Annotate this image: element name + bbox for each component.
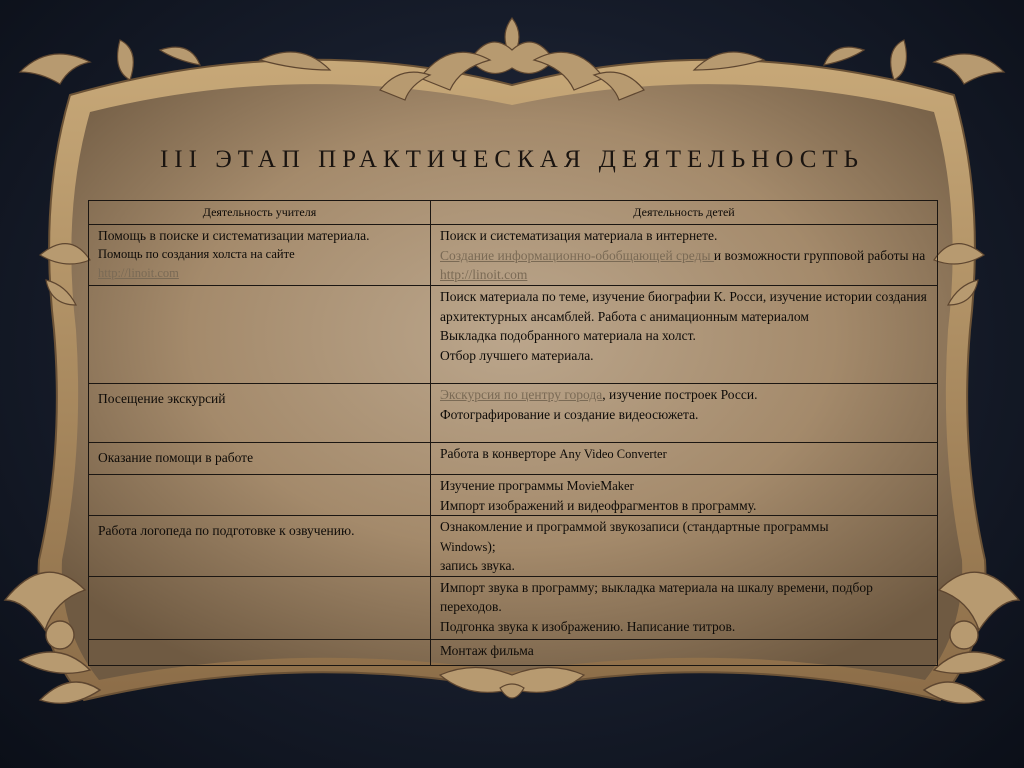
table-row bbox=[89, 639, 938, 665]
software-name: aker bbox=[612, 479, 634, 493]
children-text: Фотографирование и создание видеосюжета. bbox=[440, 406, 699, 422]
linoit-link[interactable]: http://linoit.com bbox=[440, 267, 528, 282]
children-cell bbox=[431, 286, 938, 384]
children-cell bbox=[431, 384, 938, 443]
table-row bbox=[89, 516, 938, 577]
teacher-cell bbox=[89, 286, 431, 384]
software-name: Any Video Converter bbox=[559, 447, 667, 461]
excursion-link[interactable]: Экскурсия по центру города bbox=[440, 387, 603, 402]
children-cell bbox=[431, 516, 938, 577]
children-cell bbox=[431, 576, 938, 639]
table-row bbox=[89, 576, 938, 639]
teacher-cell bbox=[89, 443, 431, 475]
table-row bbox=[89, 475, 938, 516]
teacher-cell bbox=[89, 475, 431, 516]
linoit-link[interactable]: http://linoit.com bbox=[98, 265, 179, 280]
table-header-row bbox=[89, 201, 938, 225]
header-children-activity: Деятельность детей bbox=[431, 201, 938, 225]
children-text: Импорт звука в программу; выкладка материала на шкалу времени, подбор переходов. bbox=[440, 579, 873, 614]
teacher-text: Помощь в поиске и систематизации материала. bbox=[98, 228, 370, 243]
teacher-cell bbox=[89, 225, 431, 286]
children-cell bbox=[431, 225, 938, 286]
software-name: Windows bbox=[440, 539, 488, 554]
children-text: Импорт изображений и видеофрагментов в программу. bbox=[440, 497, 757, 513]
table-row bbox=[89, 384, 938, 443]
header-teacher-activity: Деятельность учителя bbox=[89, 201, 431, 225]
teacher-text: Посещение экскурсий bbox=[98, 391, 226, 406]
children-text: Работа в конверторе bbox=[440, 446, 560, 461]
children-text: , изучение построек Росси. bbox=[602, 387, 758, 402]
teacher-cell bbox=[89, 576, 431, 639]
children-text: Поиск и систематизация материала в интернете. bbox=[440, 228, 718, 243]
children-cell bbox=[431, 443, 938, 475]
children-text: Ознакомление и программой звукозаписи (стандартные программы bbox=[440, 519, 829, 534]
teacher-cell bbox=[89, 639, 431, 665]
table-row bbox=[89, 286, 938, 384]
children-text: Отбор лучшего материала. bbox=[440, 347, 594, 363]
teacher-cell bbox=[89, 516, 431, 577]
children-text: Монтаж фильма bbox=[440, 642, 534, 658]
children-text: ); bbox=[487, 538, 496, 554]
teacher-text: Работа логопеда по подготовке к озвучению. bbox=[98, 523, 355, 538]
table-row bbox=[89, 225, 938, 286]
children-text: запись звука. bbox=[440, 558, 515, 573]
children-text: M bbox=[600, 478, 613, 493]
info-environment-link[interactable]: Создание информационно-обобщающей среды bbox=[440, 247, 714, 263]
teacher-text: Оказание помощи в работе bbox=[98, 450, 254, 465]
children-text: Подгонка звука к изображению. Написание титров. bbox=[440, 618, 736, 634]
children-cell bbox=[431, 639, 938, 665]
children-text: Поиск материала по теме, изучение биографии К. Росси, изучение истории создания архитектурных ансамблей. Работа с анимационным материалом bbox=[440, 289, 927, 324]
children-text: Изучение программы M bbox=[440, 478, 579, 493]
teacher-cell bbox=[89, 384, 431, 443]
slide-title: III ЭТАП ПРАКТИЧЕСКАЯ ДЕЯТЕЛЬНОСТЬ bbox=[159, 146, 864, 173]
table-row bbox=[89, 443, 938, 475]
software-name: ovie bbox=[578, 479, 601, 493]
teacher-text: Помощь по создания холста на сайте bbox=[98, 246, 295, 261]
children-text: и возможности групповой работы на bbox=[713, 247, 926, 263]
children-text: Выкладка подобранного материала на холст. bbox=[440, 328, 696, 343]
children-cell bbox=[431, 475, 938, 516]
activity-table bbox=[88, 200, 938, 666]
